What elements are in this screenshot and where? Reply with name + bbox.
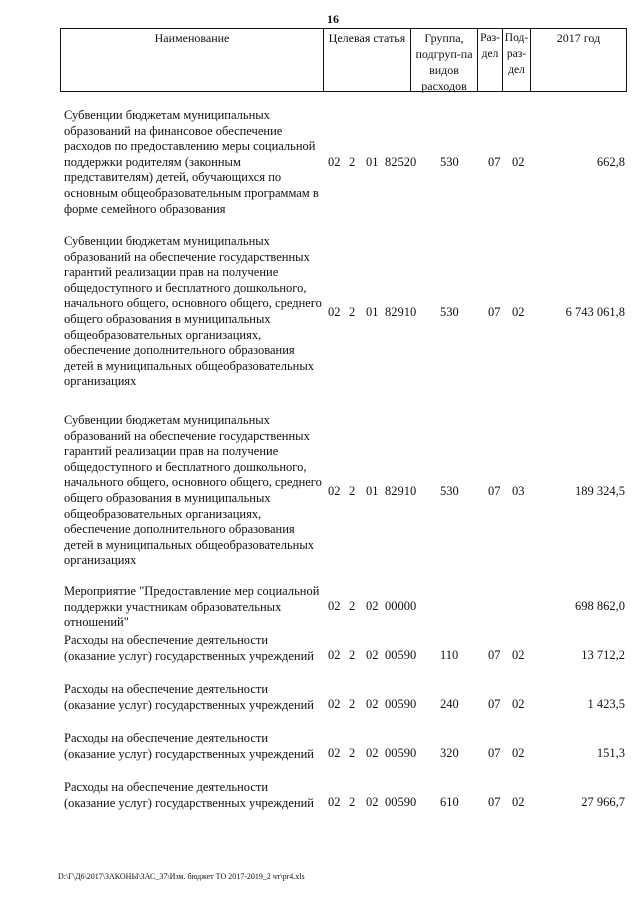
subsection-code: 02 [512,305,525,319]
code-direction: 82910 [385,484,417,498]
amount: 151,3 [596,746,625,760]
group-code: 240 [440,697,459,711]
row-name: Расходы на обеспечение деятельности (оказание услуг) государственных учреждений [64,780,314,810]
section-code: 07 [488,697,501,711]
subsection-code: 02 [512,746,525,760]
header-group: Группа, подгруп-па видов расходов [415,31,473,93]
code-event: 01 [366,155,379,169]
subsection-code: 02 [512,795,525,809]
amount: 27 966,7 [581,795,625,809]
row-name: Расходы на обеспечение деятельности (оказание услуг) государственных учреждений [64,633,314,663]
code-event: 02 [366,599,379,613]
subsection-code: 03 [512,484,525,498]
section-code: 07 [488,305,501,319]
header-year: 2017 год [556,31,601,45]
file-path-footer: D:\Г\Д6\2017\ЗАКОНЫ\ЗАС_37\Изм. бюджет ТО 2017-2019_2 чт\pr4.xls [58,872,305,881]
table-row [60,584,627,632]
code-program: 02 [328,599,341,613]
section-code: 07 [488,155,501,169]
code-subprogram: 2 [349,305,356,319]
row-name: Мероприятие "Предоставление мер социальной поддержки участникам образовательных отношений" [64,584,320,630]
group-code: 110 [440,648,459,662]
code-direction: 00000 [385,599,417,613]
row-name: Субвенции бюджетам муниципальных образований на обеспечение государственных гарантий реализации прав на получение общедоступного и бесплатного дошкольного, начального общего, основного общего, среднего общего образования в муниципальных общеобразовательных организациях, обеспечение дополнительного образования детей в муниципальных общеобразовательных организациях [64,413,322,568]
amount: 189 324,5 [575,484,625,498]
section-code: 07 [488,746,501,760]
header-target: Целевая статья [328,31,406,45]
table-header [60,28,627,92]
table-row [60,108,627,218]
page-number: 16 [327,12,339,26]
code-direction: 82910 [385,305,417,319]
code-direction: 00590 [385,697,417,711]
row-name: Субвенции бюджетам муниципальных образований на финансовое обеспечение расходов по предоставлению меры социальной поддержки родителям (законным представителям) детей, обучающихся по основным общеобразовательным программам в форме семейного образования [64,108,319,216]
code-event: 02 [366,795,379,809]
header-subsection: Под-раз-дел [504,32,529,76]
code-program: 02 [328,305,341,319]
table-row [60,234,627,394]
group-code: 530 [440,305,459,319]
amount: 6 743 061,8 [565,305,625,319]
code-event: 02 [366,746,379,760]
subsection-code: 02 [512,697,525,711]
group-code: 320 [440,746,459,760]
code-program: 02 [328,746,341,760]
code-program: 02 [328,795,341,809]
code-direction: 00590 [385,746,417,760]
group-code: 530 [440,484,459,498]
section-code: 07 [488,484,501,498]
code-event: 02 [366,697,379,711]
subsection-code: 02 [512,155,525,169]
row-name: Субвенции бюджетам муниципальных образований на обеспечение государственных гарантий реализации прав на получение общедоступного и бесплатного дошкольного, начального общего, основного общего, среднего общего образования в муниципальных общеобразовательных организациях, обеспечение дополнительного образования детей в муниципальных общеобразовательных организациях [64,234,322,389]
code-subprogram: 2 [349,746,356,760]
amount: 662,8 [596,155,625,169]
code-direction: 00590 [385,795,417,809]
table-row [60,413,627,573]
table-row [60,633,627,681]
amount: 698 862,0 [575,599,625,613]
table-row [60,682,627,730]
code-program: 02 [328,648,341,662]
row-name: Расходы на обеспечение деятельности (оказание услуг) государственных учреждений [64,731,314,761]
code-program: 02 [328,484,341,498]
row-name: Расходы на обеспечение деятельности (оказание услуг) государственных учреждений [64,682,314,712]
amount: 13 712,2 [581,648,625,662]
code-direction: 82520 [385,155,417,169]
amount: 1 423,5 [587,697,625,711]
code-subprogram: 2 [349,648,356,662]
group-code: 530 [440,155,459,169]
code-program: 02 [328,155,341,169]
section-code: 07 [488,795,501,809]
code-direction: 00590 [385,648,417,662]
code-subprogram: 2 [349,155,356,169]
code-subprogram: 2 [349,795,356,809]
code-subprogram: 2 [349,484,356,498]
table-row [60,731,627,779]
section-code: 07 [488,648,501,662]
code-subprogram: 2 [349,697,356,711]
header-name: Наименование [154,31,230,45]
table-row [60,780,627,828]
code-program: 02 [328,697,341,711]
header-section: Раз-дел [480,32,500,60]
code-event: 01 [366,484,379,498]
group-code: 610 [440,795,459,809]
code-subprogram: 2 [349,599,356,613]
code-event: 02 [366,648,379,662]
code-event: 01 [366,305,379,319]
subsection-code: 02 [512,648,525,662]
